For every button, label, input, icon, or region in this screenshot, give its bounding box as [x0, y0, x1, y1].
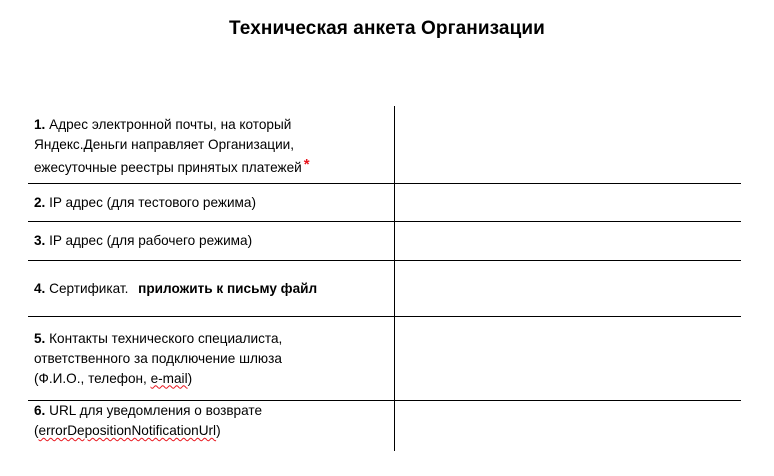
row-number: 3. [34, 233, 46, 248]
attach-file-hint: приложить к письму файл [138, 280, 318, 296]
table-row-ip-production [28, 222, 741, 261]
row-label-text: IP адрес (для рабочего режима) [49, 233, 253, 248]
row-label-text: ответственного за подключение шлюза [34, 350, 282, 366]
certificate-answer-cell[interactable] [394, 261, 741, 316]
questionnaire-table [28, 106, 741, 451]
row-label [28, 222, 394, 260]
row-label-text: Яндекс.Деньги направляет Организации, [34, 137, 295, 152]
email-answer-cell[interactable] [394, 106, 741, 183]
row-label-text: URL для уведомления о возврате [49, 403, 263, 418]
row-label-text: ежесуточные реестры принятых платежей [34, 160, 302, 175]
table-row-tech-contact [28, 317, 741, 401]
row-label-text: Контакты технического специалиста, [49, 330, 283, 346]
table-row-certificate [28, 261, 741, 317]
row-label-text: Сертификат. [49, 280, 129, 296]
refund-url-answer-cell[interactable] [394, 401, 741, 451]
row-label-text: IP адрес (для тестового режима) [49, 194, 256, 210]
required-asterisk: * [303, 156, 310, 173]
ip-test-answer-cell[interactable] [394, 184, 741, 221]
row-number: 1. [34, 117, 46, 132]
row-label [28, 401, 394, 451]
spellcheck-word: e-mail [150, 370, 188, 386]
table-row-refund-url [28, 401, 741, 451]
row-label-text: Адрес электронной почты, на который [49, 117, 292, 132]
row-label-text: (Ф.И.О., телефон, [34, 370, 151, 386]
row-label [28, 184, 394, 221]
row-label [28, 106, 394, 183]
row-label-text: ( [34, 423, 39, 438]
row-number: 5. [34, 330, 46, 346]
table-row-email [28, 106, 741, 184]
page-title: Техническая анкета Организации [229, 18, 545, 39]
row-label [28, 317, 394, 400]
tech-contact-answer-cell[interactable] [394, 317, 741, 400]
row-number: 4. [34, 280, 46, 296]
spellcheck-word: errorDepositionNotificationUrl [38, 423, 217, 438]
row-number: 6. [34, 403, 46, 418]
row-label-text: ) [187, 370, 193, 386]
row-label-text: ) [216, 423, 221, 438]
ip-production-answer-cell[interactable] [394, 222, 741, 260]
row-label [28, 261, 394, 316]
row-number: 2. [34, 194, 46, 210]
table-row-ip-test [28, 184, 741, 222]
